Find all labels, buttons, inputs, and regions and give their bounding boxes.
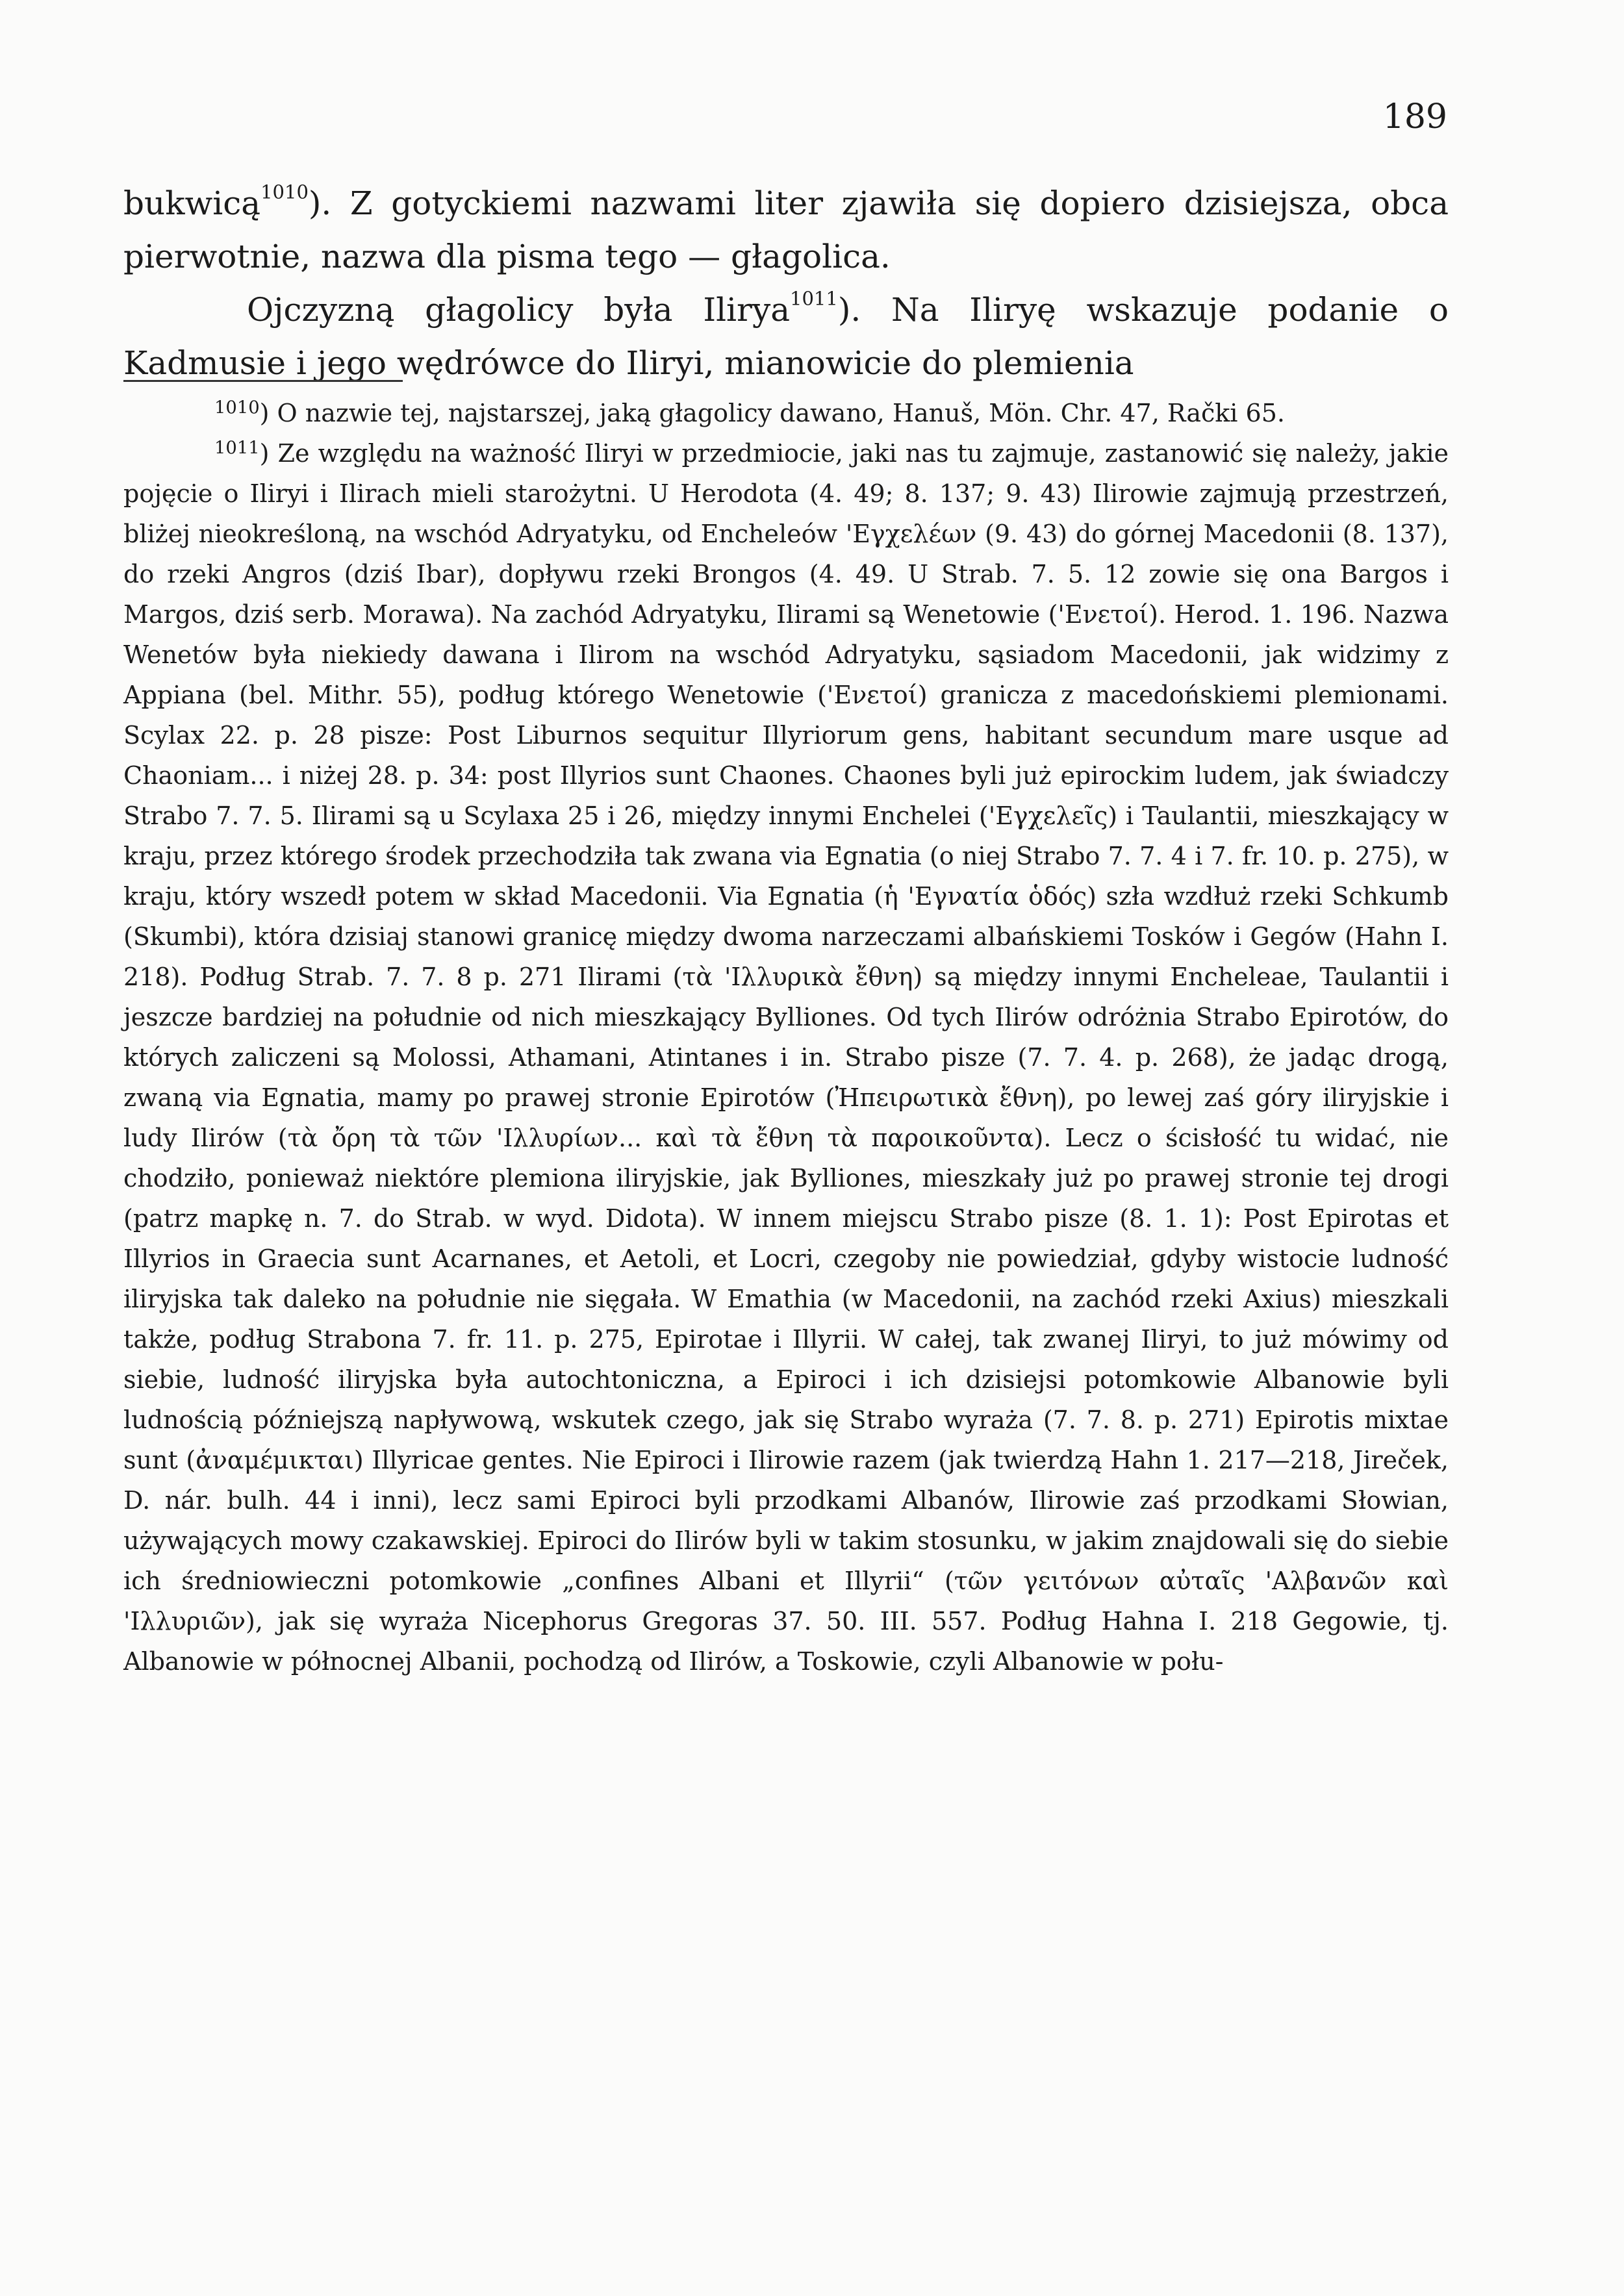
paragraph-1-text-end: ). Z gotyckiemi nazwami liter zjawiła się dopiero dzisiejsza, obca pierwotnie, nazwa dla pisma tego — głagolica. [123, 184, 1449, 275]
footnote-text: ) O nazwie tej, najstarszej, jaką głagolicy dawano, Hanuš, Mön. Chr. 47, Rački 65. [259, 399, 1285, 427]
footnote-mark: 1010 [214, 397, 260, 418]
paragraph-1-text-start: bukwicą [123, 184, 261, 222]
footnote-1011 [123, 433, 1449, 1682]
footnote-reference-1010: 1010 [260, 181, 309, 203]
paragraph-2-text-start: Ojczyzną głagolicy była Ilirya [247, 291, 791, 329]
paragraph-2-text-end: ). Na Iliryę wskazuje podanie o Kadmusie i jego wędrówce do Iliryi, mianowicie do plemienia [123, 291, 1449, 382]
footnote-mark: 1011 [214, 438, 260, 459]
main-text [123, 177, 1449, 390]
footnote-1010 [123, 393, 1449, 433]
page-number: 189 [1382, 97, 1447, 136]
footnote-text: ) Ze względu na ważność Iliryi w przedmiocie, jaki nas tu zajmuje, zastanowić się należy, jakie pojęcie o Iliryi i Ilirach mieli starożytni. U Herodota (4. 49; 8. 137; 9. 43) Ilirowie zajmują przestrzeń, bliżej nieokreśloną, na wschód Adryatyku, od Encheleów 'Εγχελέων (9. 43) do górnej Macedonii (8. 137), do rzeki Angros (dziś Ibar), dopływu rzeki Brongos (4. 49. U Strab. 7. 5. 12 zowie się ona Bargos i Margos, dziś serb. Morawa). Na zachód Adryatyku, Ilirami są Wenetowie ('Ενετοί). Herod. 1. 196. Nazwa Wenetów była niekiedy dawana i Ilirom na wschód Adryatyku, sąsiadom Macedonii, jak widzimy z Appiana (bel. Mithr. 55), podług którego Wenetowie ('Ενετοί) granicza z macedońskiemi plemionami. Scylax 22. p. 28 pisze: Post Liburnos sequitur Illyriorum gens, habitant secundum mare usque ad Chaoniam... i niżej 28. p. 34: post Illyrios sunt Chaones. Chaones byli już epirockim ludem, jak świadczy Strabo 7. 7. 5. Ilirami są u Scylaxa 25 i 26, między innymi Encheleі ('Εγχελεῖς) i Taulantii, mieszkający w kraju, przez którego środek przechodziła tak zwana via Egnatia (o niej Strabo 7. 7. 4 i 7. fr. 10. p. 275), w kraju, który wszedł potem w skład Macedonii. Via Egnatia (ἡ 'Εγνατία ὁδός) szła wzdłuż rzeki Schkumb (Skumbi), która dzisiaj stanowi granicę między dwoma narzeczami albańskiemi Tosków i Gegów (Hahn I. 218). Podług Strab. 7. 7. 8 p. 271 Ilirami (τὰ 'Ιλλυρικὰ ἔθνη) są między innymi Encheleae, Taulantii i jeszcze bardziej na południe od nich mieszkający Bylliones. Od tych Ilirów odróżnia Strabo Epirotów, do których zaliczeni są Molossi, Athamani, Atintanes i in. Strabo pisze (7. 7. 4. p. 268), że jadąc drogą, zwaną via Egnatia, mamy po prawej stronie Epirotów (Ἠπειρωτικὰ ἔθνη), po lewej zaś góry iliryjskie i ludy Ilirów (τὰ ὄρη τὰ τῶν 'Ιλλυρίων... καὶ τὰ ἔθνη τὰ παροικοῦντα). Lecz o ścisłość tu widać, nie chodziło, ponieważ niektóre plemiona iliryjskie, jak Bylliones, mieszkały już po prawej stronie tej drogi (patrz mapkę n. 7. do Strab. w wyd. Didota). W innem miejscu Strabo pisze (8. 1. 1): Post Epirotas et Illyrios in Graecia sunt Acarnanes, et Aetoli, et Locri, czegoby nie powiedział, gdyby wistocie ludność iliryjska tak daleko na południe nie sięgała. W Emathia (w Macedonii, na zachód rzeki Axius) mieszkali także, podług Strabona 7. fr. 11. p. 275, Epirotae i Illyrii. W całej, tak zwanej Iliryi, to już mówimy od siebie, ludność iliryjska była autochtoniczna, a Epiroci i ich dzisiejsi potomkowie Albanowie byli ludnością późniejszą napływową, wskutek czego, jak się Strabo wyraża (7. 7. 8. p. 271) Epirotis mixtae sunt (ἀναμέμικται) Illyricae gentes. Nie Epiroci i Ilirowie razem (jak twierdzą Hahn 1. 217—218, Jireček, D. nár. bulh. 44 i inni), lecz sami Epiroci byli przodkami Albanów, Ilirowie zaś przodkami Słowian, używających mowy czakawskiej. Epiroci do Ilirów byli w takim stosunku, w jakim znajdowali się do siebie ich średniowieczni potomkowie „confines Albani et Illyrii“ (τῶν γειτόνων αὐταῖς 'Αλβανῶν καὶ 'Ιλλυριῶν), jak się wyraża Nicephorus Gregoras 37. 50. III. 557. Podług Hahna I. 218 Gegowie, tj. Albanowie w północnej Albanii, pochodzą od Ilirów, a Toskowie, czyli Albanowie w połu- [123, 439, 1449, 1676]
footnotes [123, 393, 1449, 1682]
body-paragraph-1 [123, 177, 1449, 283]
footnote-reference-1011: 1011 [790, 287, 838, 310]
footnote-separator [123, 380, 403, 382]
body-paragraph-2 [123, 283, 1449, 390]
